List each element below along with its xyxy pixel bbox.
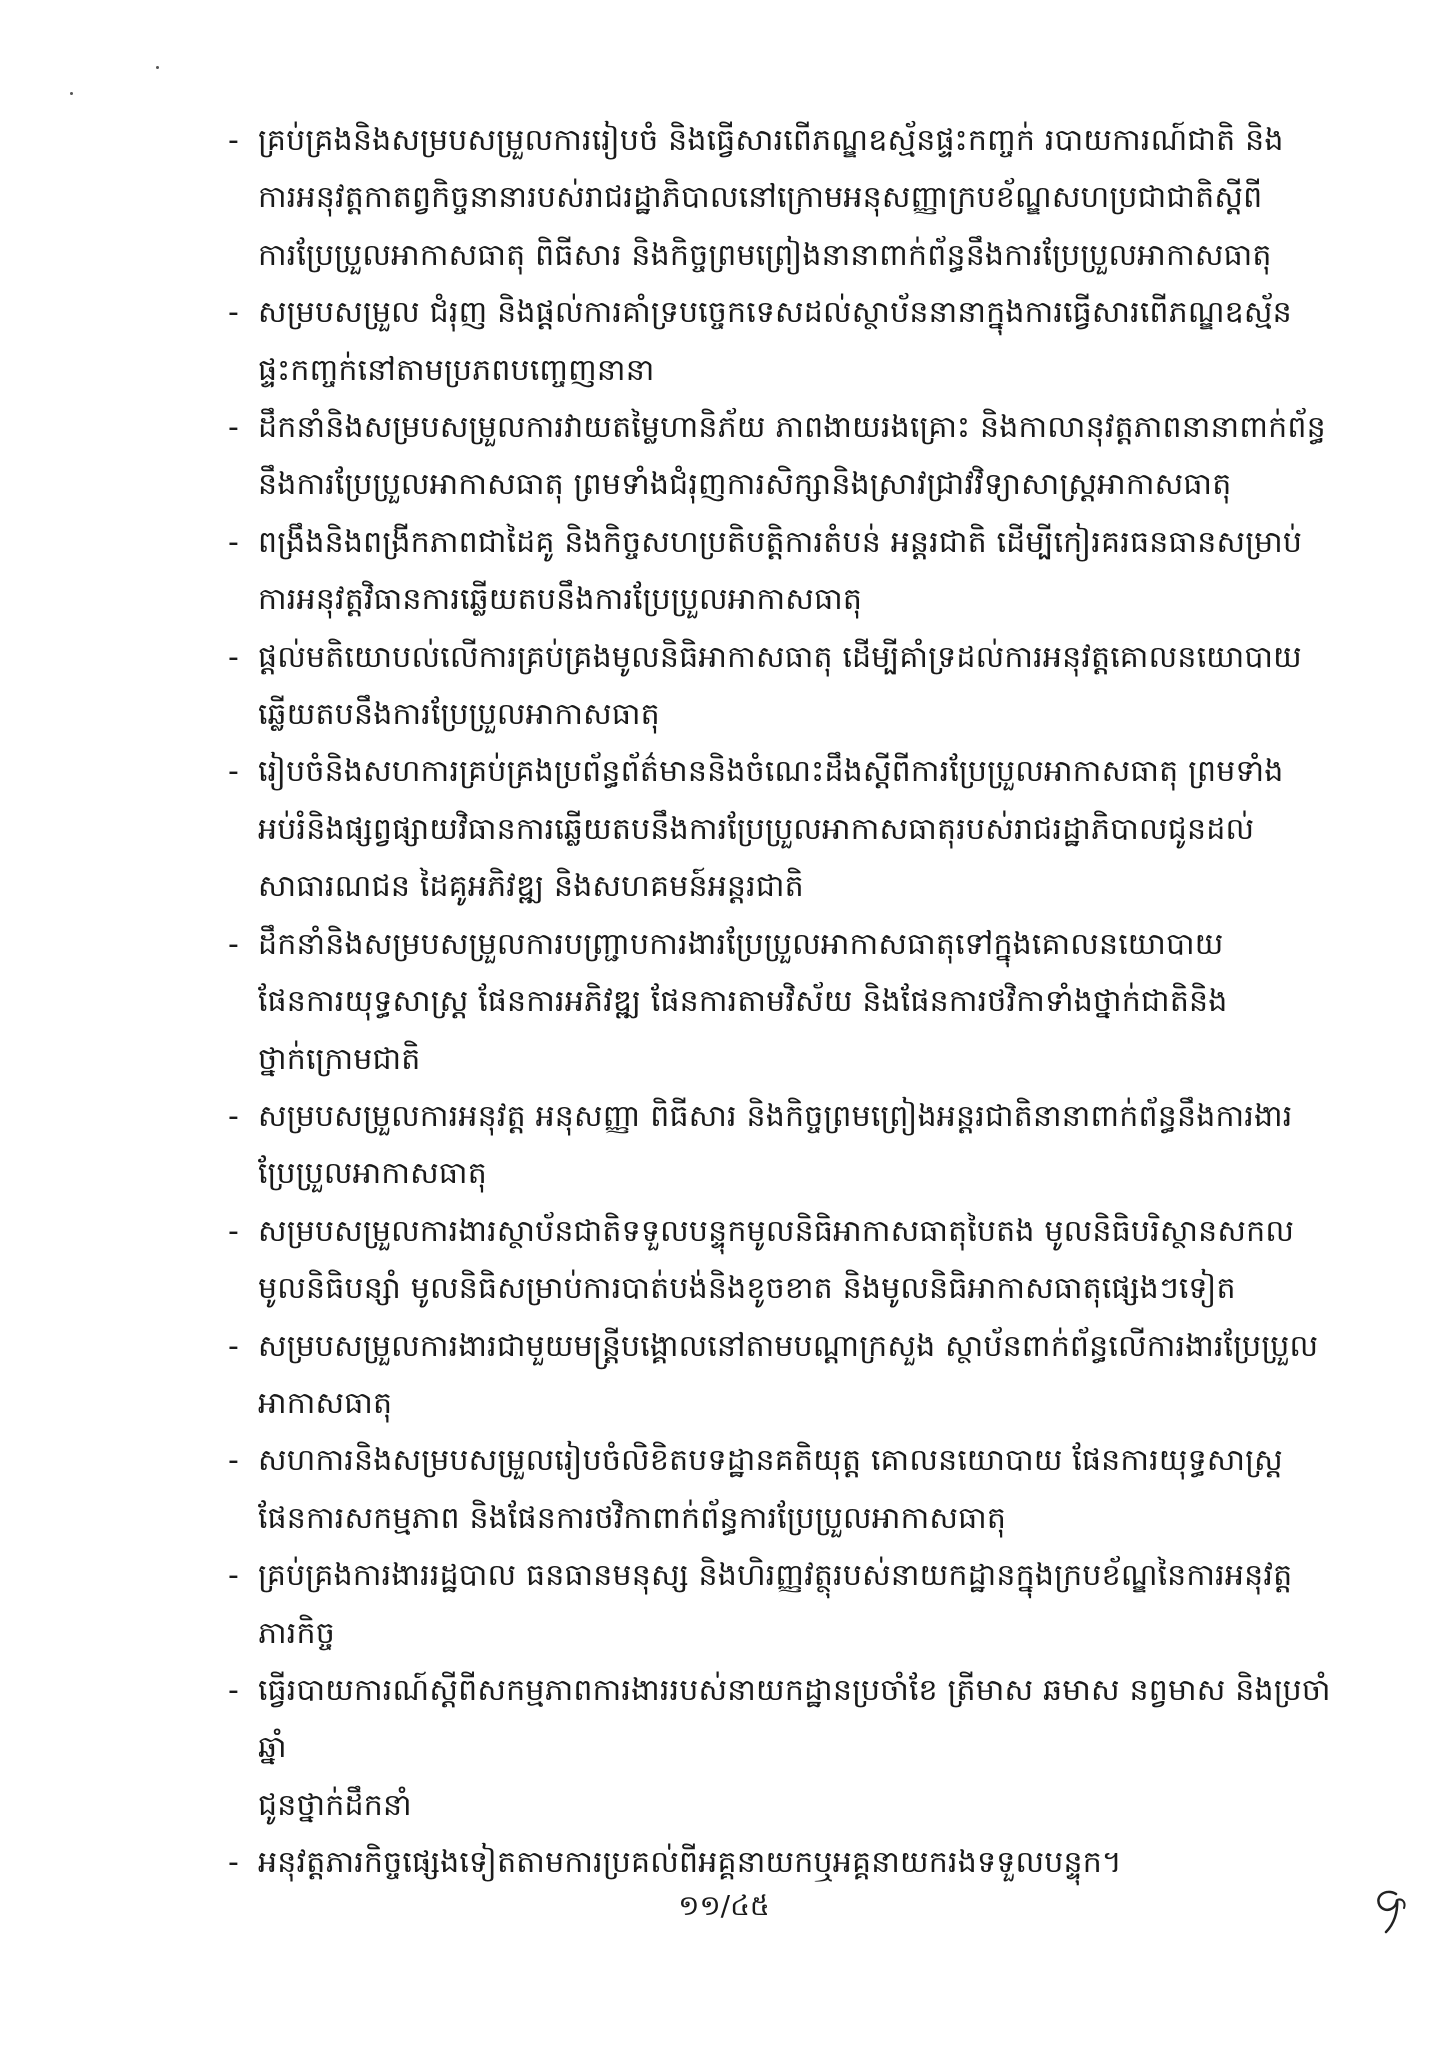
- list-item-text: សម្របសម្រួលការងារស្ថាប័នជាតិទទួលបន្ទុកមូលនិធិអាកាសធាតុបៃតង មូលនិធិបរិស្ថានសកល មូលនិធិបន្សាំ មូលនិធិសម្រាប់ការបាត់បង់និងខូចខាត និងមូលនិធិអាកាសធាតុផ្សេងៗទៀត: [258, 1213, 1295, 1307]
- handwritten-mark-icon: [1366, 1880, 1416, 1940]
- list-item: [228, 1318, 1348, 1433]
- list-item-text: សម្របសម្រួល ជំរុញ និងផ្តល់ការគាំទ្របច្ចេកទេសដល់ស្ថាប័ននានាក្នុងការធ្វើសារពើភណ្ឌឧស្ម័ន ផ្ទះកញ្ចក់នៅតាមប្រភពបញ្ចេញនានា: [258, 295, 1292, 388]
- list-item-text: ដឹកនាំនិងសម្របសម្រួលការបញ្ជ្រាបការងារប្រែប្រួលអាកាសធាតុទៅក្នុងគោលនយោបាយ ផែនការយុទ្ធសាស្ត្រ ផែនការអភិវឌ្ឍ ផែនការតាមវិស័យ និងផែនការថវិកាទាំងថ្នាក់ជាតិនិង ថ្នាក់ក្រោមជាតិ: [258, 926, 1228, 1077]
- list-item: [228, 112, 1348, 284]
- list-item: [228, 1547, 1348, 1662]
- list-item: [228, 514, 1348, 629]
- list-item-text: សហការនិងសម្របសម្រួលរៀបចំលិខិតបទដ្ឋានគតិយុត្ត គោលនយោបាយ ផែនការយុទ្ធសាស្ត្រ ផែនការសកម្មភាព និងផែនការថវិកាពាក់ព័ន្ធការប្រែប្រួលអាកាសធាតុ: [258, 1443, 1283, 1536]
- bullet-dash: -: [228, 123, 239, 158]
- list-item-text: រៀបចំនិងសហការគ្រប់គ្រងប្រព័ន្ធព័ត៌មាននិងចំណេះដឹងស្តីពីការប្រែប្រួលអាកាសធាតុ ព្រមទាំង អប់រំនិងផ្សព្វផ្សាយវិធានការឆ្លើយតបនឹងការប្រែប្រួលអាកាសធាតុរបស់រាជរដ្ឋាភិបាលជូនដល់ សាធារណជន ដៃគូអភិវឌ្ឍ និងសហគមន៍អន្តរជាតិ: [258, 754, 1284, 905]
- bullet-dash: -: [228, 1328, 239, 1364]
- list-item-text: គ្រប់គ្រងការងាររដ្ឋបាល ធនធានមនុស្ស និងហិរញ្ញវត្ថុរបស់នាយកដ្ឋានក្នុងក្របខ័ណ្ឌនៃការអនុវត្ត ភារកិច្ច: [258, 1558, 1293, 1651]
- bullet-dash: -: [228, 1672, 239, 1708]
- bullet-dash: -: [228, 639, 239, 675]
- list-item-text: ដឹកនាំនិងសម្របសម្រួលការវាយតម្លៃហានិភ័យ ភាពងាយរងគ្រោះ និងកាលានុវត្តភាពនានាពាក់ព័ន្ធ នឹងការប្រែប្រួលអាកាសធាតុ ព្រមទាំងជំរុញការសិក្សានិងស្រាវជ្រាវវិទ្យាសាស្ត្រអាកាសធាតុ: [258, 410, 1326, 503]
- list-item-text: សម្របសម្រួលការអនុវត្ត អនុសញ្ញា ពិធីសារ និងកិច្ចព្រមព្រៀងអន្តរជាតិនានាពាក់ព័ន្ធនឹងការងារ ប្រែប្រួលអាកាសធាតុ: [258, 1098, 1293, 1192]
- list-item: [228, 399, 1348, 514]
- list-item: [228, 743, 1348, 915]
- bullet-dash: -: [228, 754, 239, 790]
- bullet-dash: -: [228, 410, 239, 446]
- scan-speck: [156, 66, 159, 69]
- list-item-text: អនុវត្តភារកិច្ចផ្សេងទៀតតាមការប្រគល់ពីអគ្គនាយកឬអគ្គនាយករងទទួលបន្ទុក។: [258, 1845, 1122, 1881]
- list-item: [228, 1432, 1348, 1547]
- scan-speck: [70, 92, 73, 95]
- list-item-text: ពង្រឹងនិងពង្រីកភាពជាដៃគូ និងកិច្ចសហប្រតិបត្តិការតំបន់ អន្តរជាតិ ដើម្បីកៀរគរធនធានសម្រាប់ ការអនុវត្តវិធានការឆ្លើយតបនឹងការប្រែប្រួលអាកាសធាតុ: [258, 524, 1303, 618]
- bullet-dash: -: [228, 1443, 239, 1479]
- list-item: [228, 1088, 1348, 1203]
- list-item-text: ធ្វើរបាយការណ៍ស្តីពីសកម្មភាពការងាររបស់នាយកដ្ឋានប្រចាំខែ ត្រីមាស ឆមាស នព្វមាស និងប្រចាំឆ្នាំ ជូនថ្នាក់ដឹកនាំ: [258, 1672, 1331, 1823]
- list-item-text: ផ្តល់មតិយោបល់លើការគ្រប់គ្រងមូលនិធិអាកាសធាតុ ដើម្បីគាំទ្រដល់ការអនុវត្តគោលនយោបាយ ឆ្លើយតបនឹងការប្រែប្រួលអាកាសធាតុ: [258, 639, 1302, 733]
- list-item: [228, 629, 1348, 744]
- list-item: [228, 284, 1348, 399]
- page-number: ១១/៤៥: [678, 1889, 770, 1922]
- bullet-dash: -: [228, 1845, 239, 1881]
- list-item: [228, 1203, 1348, 1318]
- list-item: [228, 1662, 1348, 1834]
- list-item-text: គ្រប់គ្រងនិងសម្របសម្រួលការរៀបចំ និងធ្វើសារពើភណ្ឌឧស្ម័នផ្ទះកញ្ចក់ របាយការណ៍ជាតិ និង ការអនុវត្តកាតព្វកិច្ចនានារបស់រាជរដ្ឋាភិបាលនៅក្រោមអនុសញ្ញាក្របខ័ណ្ឌសហប្រជាជាតិស្តីពី ការប្រែប្រួលអាកាសធាតុ ពិធីសារ និងកិច្ចព្រមព្រៀងនានាពាក់ព័ន្ធនឹងការប្រែប្រួលអាកាសធាតុ: [258, 123, 1284, 273]
- bullet-dash: -: [228, 1098, 239, 1134]
- list-item: [228, 916, 1348, 1088]
- bullet-dash: -: [228, 295, 239, 331]
- bullet-dash: -: [228, 1558, 239, 1594]
- bullet-dash: -: [228, 524, 239, 560]
- bullet-dash: -: [228, 926, 239, 962]
- duties-list: [228, 112, 1348, 1892]
- list-item: [228, 1834, 1348, 1891]
- bullet-dash: -: [228, 1213, 239, 1249]
- list-item-text: សម្របសម្រួលការងារជាមួយមន្ត្រីបង្គោលនៅតាមបណ្តាក្រសួង ស្ថាប័នពាក់ព័ន្ធលើការងារប្រែប្រួល អាកាសធាតុ: [258, 1328, 1319, 1421]
